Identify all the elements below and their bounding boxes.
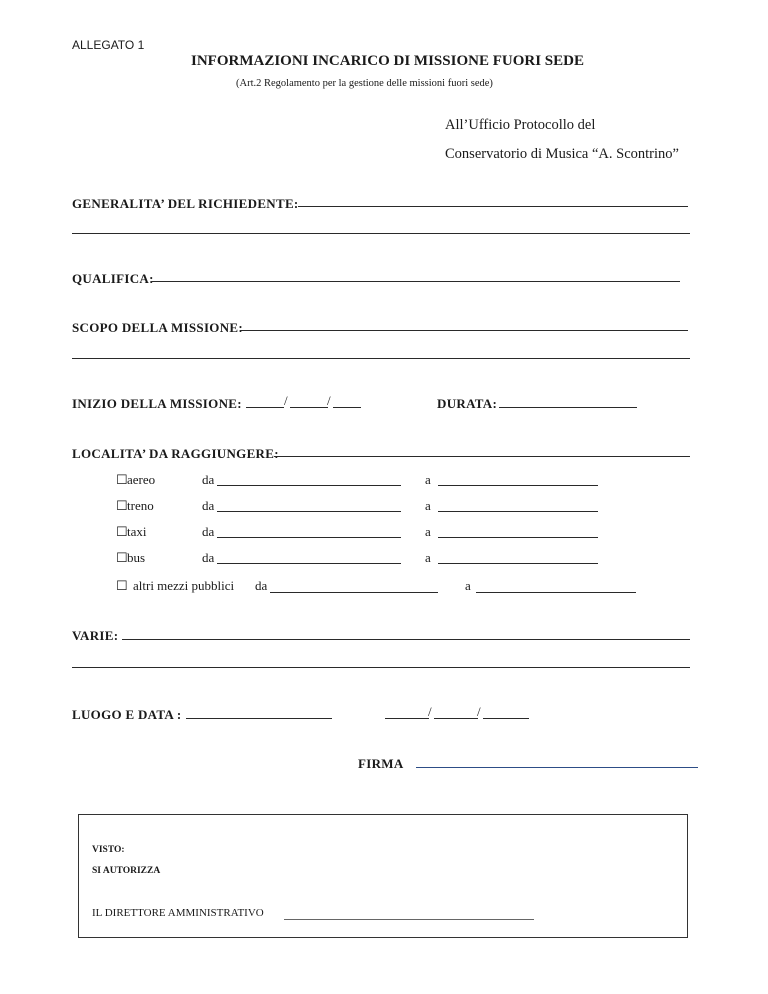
date-separator: / xyxy=(327,393,331,408)
transport-label: aereo xyxy=(127,472,156,487)
date-separator: / xyxy=(284,393,288,408)
inizio-year-field[interactable] xyxy=(333,407,361,408)
scopo-field-continued[interactable] xyxy=(72,358,690,359)
from-field[interactable] xyxy=(217,511,401,512)
date-separator: / xyxy=(428,704,432,719)
to-label: a xyxy=(425,550,431,565)
scopo-field[interactable] xyxy=(240,330,688,331)
checkbox-icon[interactable]: ☐ xyxy=(116,578,128,593)
recipient-line-2: Conservatorio di Musica “A. Scontrino” xyxy=(445,146,679,162)
to-label: a xyxy=(425,472,431,487)
from-label: da xyxy=(202,498,215,513)
data-year-field[interactable] xyxy=(483,718,529,719)
generalita-field-continued[interactable] xyxy=(72,233,690,234)
recipient-line-1: All’Ufficio Protocollo del xyxy=(445,117,596,133)
inizio-month-field[interactable] xyxy=(290,407,328,408)
direttore-label: IL DIRETTORE AMMINISTRATIVO xyxy=(92,907,264,919)
generalita-label: GENERALITA’ DEL RICHIEDENTE: xyxy=(72,196,299,211)
firma-label: FIRMA xyxy=(358,756,404,771)
approval-box xyxy=(78,814,688,938)
date-separator: / xyxy=(477,704,481,719)
inizio-day-field[interactable] xyxy=(246,407,284,408)
from-label: da xyxy=(255,578,268,593)
from-field[interactable] xyxy=(270,592,438,593)
visto-label: VISTO: xyxy=(92,845,125,855)
from-field[interactable] xyxy=(217,485,401,486)
qualifica-field[interactable] xyxy=(152,281,680,282)
attachment-label: ALLEGATO 1 xyxy=(72,38,145,52)
data-month-field[interactable] xyxy=(434,718,478,719)
to-field[interactable] xyxy=(476,592,636,593)
data-day-field[interactable] xyxy=(385,718,429,719)
inizio-label: INIZIO DELLA MISSIONE: xyxy=(72,396,242,411)
from-field[interactable] xyxy=(217,563,401,564)
from-label: da xyxy=(202,524,215,539)
luogo-field[interactable] xyxy=(186,718,332,719)
transport-label: taxi xyxy=(127,524,147,539)
firma-field[interactable] xyxy=(416,767,698,768)
direttore-signature-field[interactable] xyxy=(284,919,534,920)
transport-label: bus xyxy=(127,550,146,565)
scopo-label: SCOPO DELLA MISSIONE: xyxy=(72,320,244,335)
to-field[interactable] xyxy=(438,563,598,564)
checkbox-icon[interactable]: ☐ xyxy=(116,472,128,487)
to-label: a xyxy=(425,524,431,539)
transport-label: treno xyxy=(127,498,154,513)
to-field[interactable] xyxy=(438,511,598,512)
from-label: da xyxy=(202,550,215,565)
checkbox-icon[interactable]: ☐ xyxy=(116,524,128,539)
varie-field-continued[interactable] xyxy=(72,667,690,668)
autorizza-label: SI AUTORIZZA xyxy=(92,866,161,876)
transport-label: altri mezzi pubblici xyxy=(133,578,235,593)
checkbox-icon[interactable]: ☐ xyxy=(116,498,128,513)
durata-label: DURATA: xyxy=(437,396,498,411)
to-label: a xyxy=(425,498,431,513)
from-label: da xyxy=(202,472,215,487)
durata-field[interactable] xyxy=(499,407,637,408)
varie-field[interactable] xyxy=(122,639,690,640)
localita-field[interactable] xyxy=(274,456,690,457)
localita-label: LOCALITA’ DA RAGGIUNGERE: xyxy=(72,446,279,461)
varie-label: VARIE: xyxy=(72,628,119,643)
to-label: a xyxy=(465,578,471,593)
to-field[interactable] xyxy=(438,485,598,486)
from-field[interactable] xyxy=(217,537,401,538)
luogo-data-label: LUOGO E DATA : xyxy=(72,707,182,722)
generalita-field[interactable] xyxy=(298,206,688,207)
form-subtitle: (Art.2 Regolamento per la gestione delle missioni fuori sede) xyxy=(236,78,493,89)
checkbox-icon[interactable]: ☐ xyxy=(116,550,128,565)
qualifica-label: QUALIFICA: xyxy=(72,271,154,286)
to-field[interactable] xyxy=(438,537,598,538)
form-title: INFORMAZIONI INCARICO DI MISSIONE FUORI SEDE xyxy=(191,53,584,69)
